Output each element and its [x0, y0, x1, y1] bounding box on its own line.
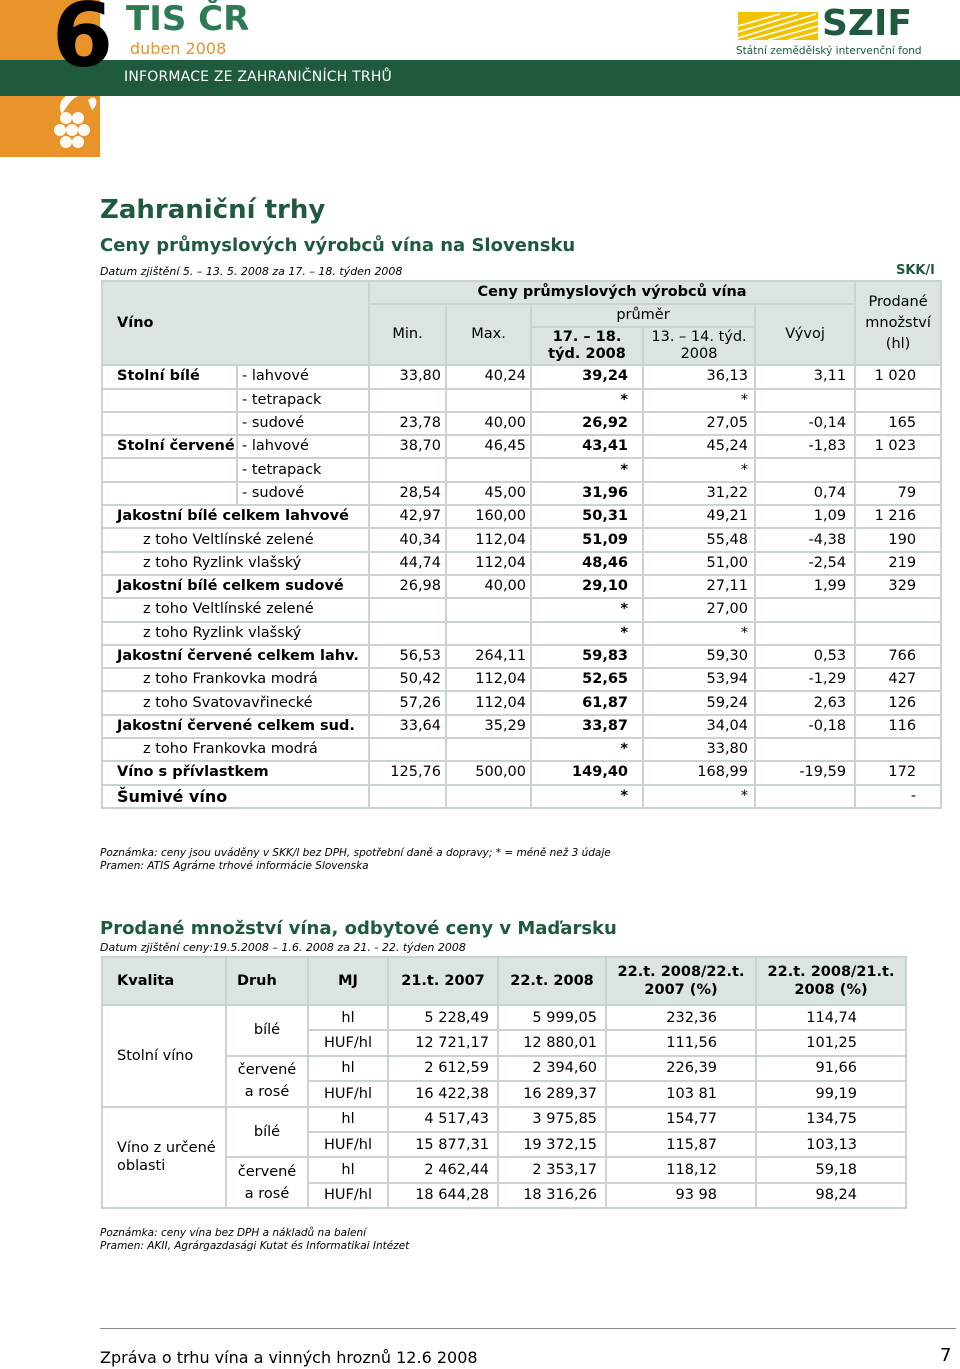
- row-category: z toho Frankovka modrá: [102, 738, 369, 761]
- table2-date: Datum zjištění ceny:19.5.2008 – 1.6. 2008 za 21. - 22. týden 2008: [100, 941, 466, 954]
- table1-note-text: Poznámka: ceny jsou uváděny v SKK/l bez DPH, spotřební daně a dopravy; * = méně než 3 údaje: [100, 847, 611, 859]
- row-avg-current: *: [531, 622, 643, 645]
- table1-source: Pramen: ATIS Agrárne trhové informácie Slovenska: [100, 859, 369, 872]
- row-quality: Víno z určené oblasti: [102, 1107, 226, 1209]
- row-category: [102, 482, 237, 505]
- row-category: z toho Ryzlink vlašský: [102, 552, 369, 575]
- table2-note: [100, 1227, 409, 1252]
- table-row: [102, 575, 941, 598]
- row-category: [102, 389, 237, 412]
- row-max: 112,04: [446, 691, 531, 714]
- row-trend: 1,09: [755, 505, 855, 528]
- row-min: 38,70: [369, 435, 446, 458]
- row-sold: 1 216: [855, 505, 941, 528]
- row-2008: 3 975,85: [498, 1107, 606, 1132]
- row-avg-previous: 55,48: [643, 528, 755, 551]
- row-ratio1: 226,39: [606, 1056, 756, 1081]
- row-category: z toho Veltlínské zelené: [102, 598, 369, 621]
- row-min: [369, 622, 446, 645]
- row-avg-previous: 34,04: [643, 715, 755, 738]
- row-2007: 5 228,49: [388, 1005, 498, 1030]
- row-2008: 19 372,15: [498, 1132, 606, 1157]
- row-avg-previous: 27,11: [643, 575, 755, 598]
- row-avg-current: 29,10: [531, 575, 643, 598]
- row-unit: hl: [308, 1005, 388, 1030]
- row-2008: 2 353,17: [498, 1157, 606, 1182]
- row-2007: 12 721,17: [388, 1030, 498, 1055]
- table-row: [102, 785, 941, 808]
- row-min: 26,98: [369, 575, 446, 598]
- row-category: Víno s přívlastkem: [102, 761, 369, 784]
- row-ratio1: 93 98: [606, 1183, 756, 1208]
- row-unit: hl: [308, 1157, 388, 1182]
- row-avg-previous: 59,24: [643, 691, 755, 714]
- row-avg-current: *: [531, 785, 643, 808]
- row-avg-current: 50,31: [531, 505, 643, 528]
- row-avg-current: 149,40: [531, 761, 643, 784]
- header-min: Min.: [369, 304, 446, 365]
- row-unit: HUF/hl: [308, 1132, 388, 1157]
- row-max: [446, 458, 531, 481]
- row-sold: 766: [855, 645, 941, 668]
- row-unit: hl: [308, 1056, 388, 1081]
- row-category: Jakostní červené celkem sud.: [102, 715, 369, 738]
- table-row: [102, 365, 941, 388]
- szif-logo-icon: [738, 12, 818, 40]
- row-avg-current: 31,96: [531, 482, 643, 505]
- row-max: [446, 389, 531, 412]
- row-avg-current: 59,83: [531, 645, 643, 668]
- row-ratio1: 103 81: [606, 1081, 756, 1106]
- section-title: Zahraniční trhy: [100, 195, 326, 225]
- row-trend: [755, 458, 855, 481]
- row-trend: -1,29: [755, 668, 855, 691]
- t2-header-2008: 22.t. 2008: [498, 957, 606, 1005]
- table1-body: [102, 365, 941, 808]
- row-unit: HUF/hl: [308, 1081, 388, 1106]
- page-number: 7: [940, 1345, 952, 1366]
- row-2007: 18 644,28: [388, 1183, 498, 1208]
- row-category: z toho Ryzlink vlašský: [102, 622, 369, 645]
- row-max: 264,11: [446, 645, 531, 668]
- row-avg-previous: 27,05: [643, 412, 755, 435]
- row-subtype: - tetrapack: [237, 389, 369, 412]
- row-sold: 427: [855, 668, 941, 691]
- row-avg-current: 51,09: [531, 528, 643, 551]
- row-unit: HUF/hl: [308, 1183, 388, 1208]
- table-row: [102, 715, 941, 738]
- row-sold: 190: [855, 528, 941, 551]
- footer-divider: [100, 1328, 956, 1329]
- row-min: 56,53: [369, 645, 446, 668]
- row-avg-previous: 51,00: [643, 552, 755, 575]
- row-ratio2: 98,24: [756, 1183, 906, 1208]
- row-min: 42,97: [369, 505, 446, 528]
- row-sold: 219: [855, 552, 941, 575]
- row-sold: 165: [855, 412, 941, 435]
- row-sold: 1 023: [855, 435, 941, 458]
- row-avg-previous: 53,94: [643, 668, 755, 691]
- row-type: bílé: [226, 1107, 308, 1158]
- row-min: 33,64: [369, 715, 446, 738]
- row-min: 125,76: [369, 761, 446, 784]
- header-trend: Vývoj: [755, 304, 855, 365]
- row-2007: 2 462,44: [388, 1157, 498, 1182]
- header-price-group: Ceny průmyslových výrobců vína: [369, 281, 855, 304]
- t2-header-ratio2: 22.t. 2008/21.t. 2008 (%): [756, 957, 906, 1005]
- row-quality: Stolní víno: [102, 1005, 226, 1107]
- t2-header-ratio1: 22.t. 2008/22.t. 2007 (%): [606, 957, 756, 1005]
- row-min: 50,42: [369, 668, 446, 691]
- row-sold: 79: [855, 482, 941, 505]
- row-trend: -0,14: [755, 412, 855, 435]
- row-min: 28,54: [369, 482, 446, 505]
- footer-text: Zpráva o trhu vína a vinných hroznů 12.6 2008: [100, 1348, 478, 1367]
- table2-note-text: Poznámka: ceny vína bez DPH a nákladů na balení: [100, 1227, 367, 1239]
- row-sold: 1 020: [855, 365, 941, 388]
- row-avg-previous: 33,80: [643, 738, 755, 761]
- row-trend: 2,63: [755, 691, 855, 714]
- row-min: [369, 785, 446, 808]
- row-category: Jakostní bílé celkem lahvové: [102, 505, 369, 528]
- t2-header-unit: MJ: [308, 957, 388, 1005]
- row-min: 40,34: [369, 528, 446, 551]
- row-trend: 1,99: [755, 575, 855, 598]
- row-avg-current: *: [531, 389, 643, 412]
- row-type: červené a rosé: [226, 1056, 308, 1107]
- table-row: [102, 645, 941, 668]
- table-row: [102, 622, 941, 645]
- row-category: Stolní bílé: [102, 365, 237, 388]
- row-unit: hl: [308, 1107, 388, 1132]
- table-row: [102, 552, 941, 575]
- row-2008: 18 316,26: [498, 1183, 606, 1208]
- row-subtype: - lahvové: [237, 435, 369, 458]
- header-avg-previous: 13. – 14. týd. 2008: [643, 327, 755, 365]
- row-avg-previous: 168,99: [643, 761, 755, 784]
- row-2007: 2 612,59: [388, 1056, 498, 1081]
- row-2008: 5 999,05: [498, 1005, 606, 1030]
- row-2007: 16 422,38: [388, 1081, 498, 1106]
- table-row: [102, 435, 941, 458]
- row-2008: 16 289,37: [498, 1081, 606, 1106]
- row-max: [446, 622, 531, 645]
- row-ratio1: 232,36: [606, 1005, 756, 1030]
- row-sold: 172: [855, 761, 941, 784]
- table-row: [102, 412, 941, 435]
- row-ratio2: 114,74: [756, 1005, 906, 1030]
- row-category: [102, 412, 237, 435]
- row-avg-current: *: [531, 738, 643, 761]
- row-avg-previous: *: [643, 622, 755, 645]
- row-category: z toho Veltlínské zelené: [102, 528, 369, 551]
- row-max: 40,00: [446, 412, 531, 435]
- row-trend: [755, 389, 855, 412]
- row-ratio2: 59,18: [756, 1157, 906, 1182]
- table-row: [102, 1005, 906, 1030]
- row-subtype: - sudové: [237, 412, 369, 435]
- row-ratio2: 91,66: [756, 1056, 906, 1081]
- row-category: Jakostní bílé celkem sudové: [102, 575, 369, 598]
- row-category: Šumivé víno: [102, 785, 369, 808]
- row-subtype: - lahvové: [237, 365, 369, 388]
- row-avg-previous: 31,22: [643, 482, 755, 505]
- row-max: 40,00: [446, 575, 531, 598]
- row-sold: 126: [855, 691, 941, 714]
- table-row: [102, 1107, 906, 1132]
- brand-title: TIS ČR: [126, 0, 250, 39]
- header-max: Max.: [446, 304, 531, 365]
- table-row: [102, 528, 941, 551]
- row-trend: [755, 622, 855, 645]
- row-min: 33,80: [369, 365, 446, 388]
- row-unit: HUF/hl: [308, 1030, 388, 1055]
- row-subtype: - sudové: [237, 482, 369, 505]
- row-min: 57,26: [369, 691, 446, 714]
- table-row: [102, 505, 941, 528]
- row-max: 40,24: [446, 365, 531, 388]
- row-max: 500,00: [446, 761, 531, 784]
- row-min: [369, 389, 446, 412]
- header-avg: průměr: [531, 304, 755, 327]
- row-avg-previous: 59,30: [643, 645, 755, 668]
- row-min: 44,74: [369, 552, 446, 575]
- row-2007: 15 877,31: [388, 1132, 498, 1157]
- row-avg-current: *: [531, 458, 643, 481]
- szif-logo-text: SZIF: [822, 3, 913, 44]
- table-row: [102, 691, 941, 714]
- row-type: bílé: [226, 1005, 308, 1056]
- row-sold: [855, 389, 941, 412]
- row-min: [369, 738, 446, 761]
- row-max: 112,04: [446, 552, 531, 575]
- row-2007: 4 517,43: [388, 1107, 498, 1132]
- row-max: 46,45: [446, 435, 531, 458]
- row-sold: 116: [855, 715, 941, 738]
- header-avg-current: 17. – 18. týd. 2008: [531, 327, 643, 365]
- table-row: [102, 761, 941, 784]
- row-avg-current: 33,87: [531, 715, 643, 738]
- row-avg-previous: *: [643, 389, 755, 412]
- row-ratio1: 111,56: [606, 1030, 756, 1055]
- row-max: [446, 738, 531, 761]
- row-avg-current: 61,87: [531, 691, 643, 714]
- row-ratio2: 101,25: [756, 1030, 906, 1055]
- row-max: 112,04: [446, 668, 531, 691]
- t2-header-quality: Kvalita: [102, 957, 226, 1005]
- row-trend: 0,53: [755, 645, 855, 668]
- row-avg-previous: 27,00: [643, 598, 755, 621]
- row-min: 23,78: [369, 412, 446, 435]
- row-avg-current: *: [531, 598, 643, 621]
- row-category: z toho Frankovka modrá: [102, 668, 369, 691]
- header-wine: Víno: [102, 281, 369, 365]
- row-category: [102, 458, 237, 481]
- row-trend: [755, 785, 855, 808]
- row-trend: [755, 598, 855, 621]
- row-2008: 2 394,60: [498, 1056, 606, 1081]
- table2-body: [102, 1005, 906, 1208]
- header-sold: Prodané množství (hl): [855, 281, 941, 365]
- row-sold: [855, 622, 941, 645]
- row-avg-current: 52,65: [531, 668, 643, 691]
- row-max: [446, 785, 531, 808]
- row-sold: -: [855, 785, 941, 808]
- row-trend: -4,38: [755, 528, 855, 551]
- t2-header-type: Druh: [226, 957, 308, 1005]
- row-subtype: - tetrapack: [237, 458, 369, 481]
- hungary-wine-sales-table: [101, 956, 907, 1209]
- table-row: [102, 458, 941, 481]
- row-min: [369, 458, 446, 481]
- table-row: [102, 482, 941, 505]
- row-avg-previous: *: [643, 458, 755, 481]
- row-trend: -1,83: [755, 435, 855, 458]
- row-avg-previous: *: [643, 785, 755, 808]
- table-row: [102, 668, 941, 691]
- table1-unit: SKK/l: [896, 263, 935, 278]
- row-ratio2: 134,75: [756, 1107, 906, 1132]
- row-sold: [855, 738, 941, 761]
- row-max: 112,04: [446, 528, 531, 551]
- row-type: červené a rosé: [226, 1157, 308, 1208]
- table-row: [102, 738, 941, 761]
- table1-date: Datum zjištění 5. – 13. 5. 2008 za 17. – 18. týden 2008: [100, 265, 403, 278]
- row-trend: -0,18: [755, 715, 855, 738]
- slovak-wine-price-table: [101, 280, 942, 809]
- row-ratio2: 99,19: [756, 1081, 906, 1106]
- row-avg-current: 26,92: [531, 412, 643, 435]
- table1-note: [100, 847, 611, 872]
- szif-logo-subtitle: Státní zemědělský intervenční fond: [736, 45, 922, 57]
- row-max: 160,00: [446, 505, 531, 528]
- row-trend: 3,11: [755, 365, 855, 388]
- row-avg-previous: 36,13: [643, 365, 755, 388]
- row-avg-previous: 45,24: [643, 435, 755, 458]
- row-sold: [855, 458, 941, 481]
- row-sold: [855, 598, 941, 621]
- issue-date: duben 2008: [130, 39, 227, 58]
- row-trend: -19,59: [755, 761, 855, 784]
- row-trend: [755, 738, 855, 761]
- row-max: 45,00: [446, 482, 531, 505]
- row-category: Stolní červené: [102, 435, 237, 458]
- row-min: [369, 598, 446, 621]
- row-avg-current: 48,46: [531, 552, 643, 575]
- table2-source: Pramen: AKII, Agrárgazdasági Kutat és Informatikai Intézet: [100, 1239, 410, 1252]
- row-ratio1: 154,77: [606, 1107, 756, 1132]
- issue-number: 6: [52, 0, 110, 87]
- row-ratio2: 103,13: [756, 1132, 906, 1157]
- table1-title: Ceny průmyslových výrobců vína na Slovensku: [100, 235, 576, 256]
- row-ratio1: 118,12: [606, 1157, 756, 1182]
- row-avg-previous: 49,21: [643, 505, 755, 528]
- row-category: Jakostní červené celkem lahv.: [102, 645, 369, 668]
- table2-title: Prodané množství vína, odbytové ceny v Maďarsku: [100, 918, 617, 939]
- row-sold: 329: [855, 575, 941, 598]
- row-avg-current: 43,41: [531, 435, 643, 458]
- row-trend: -2,54: [755, 552, 855, 575]
- row-max: 35,29: [446, 715, 531, 738]
- row-category: z toho Svatovavřinecké: [102, 691, 369, 714]
- row-avg-current: 39,24: [531, 365, 643, 388]
- table-row: [102, 389, 941, 412]
- row-max: [446, 598, 531, 621]
- row-ratio1: 115,87: [606, 1132, 756, 1157]
- t2-header-2007: 21.t. 2007: [388, 957, 498, 1005]
- row-2008: 12 880,01: [498, 1030, 606, 1055]
- header-subtitle: INFORMACE ZE ZAHRANIČNÍCH TRHŮ: [124, 69, 392, 85]
- row-trend: 0,74: [755, 482, 855, 505]
- table-row: [102, 598, 941, 621]
